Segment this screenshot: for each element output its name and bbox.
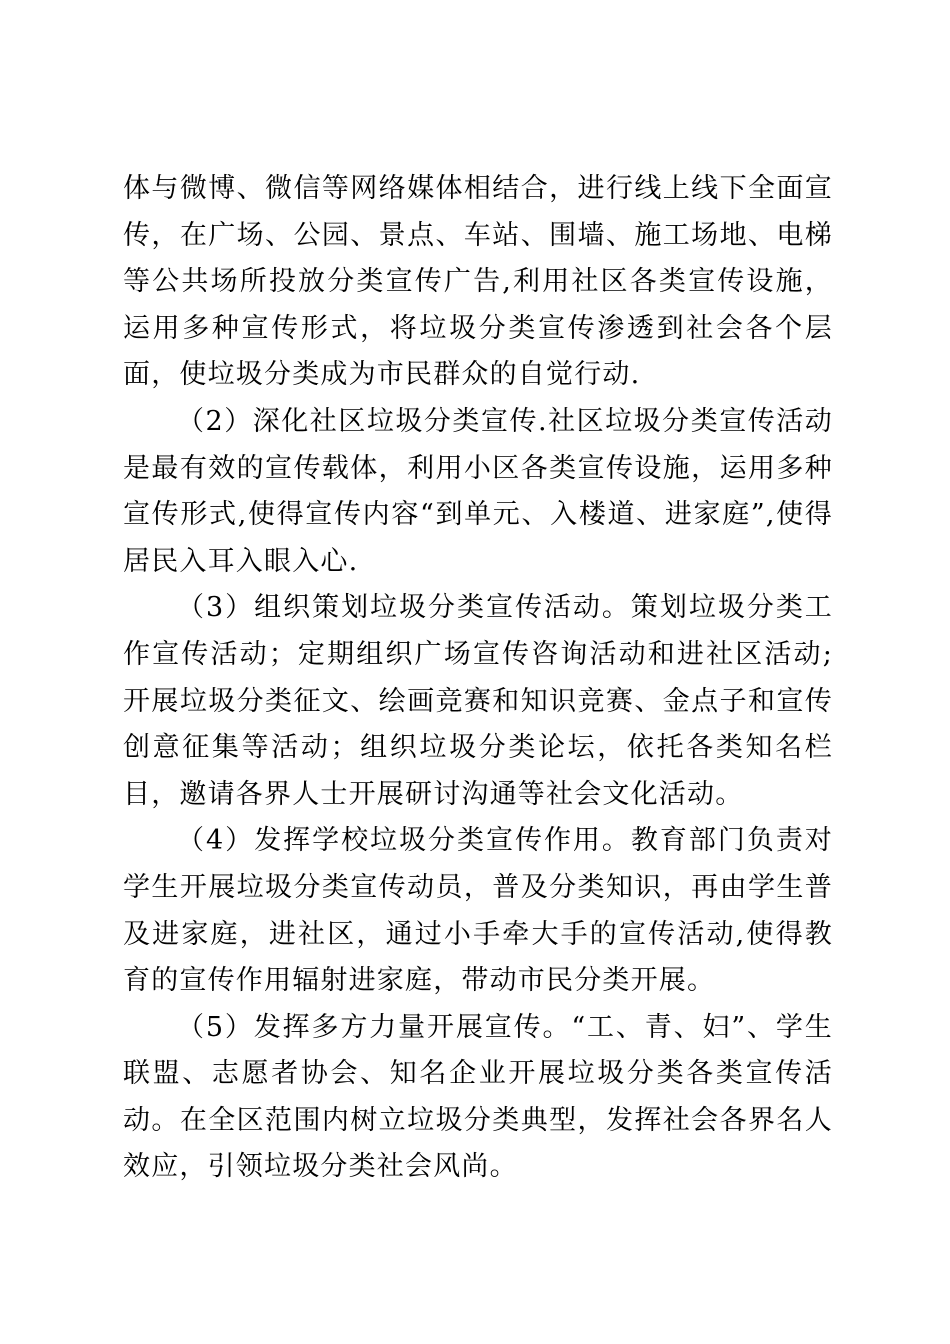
paragraph-continuation: 体与微博、微信等网络媒体相结合，进行线上线下全面宣传，在广场、公园、景点、车站、围墙、施工场地、电梯等公共场所投放分类宣传广告,利用社区各类宣传设施，运用多种宣传形式，将垃圾分类宣传渗透到社会各个层面，使垃圾分类成为市民群众的自觉行动. (123, 173, 833, 391)
paragraph-5-forces: （5）发挥多方力量开展宣传。“工、青、妇”、学生联盟、志愿者协会、知名企业开展垃圾分类各类宣传活动。在全区范围内树立垃圾分类典型，发挥社会各界名人效应，引领垃圾分类社会风尚。 (123, 1011, 833, 1183)
body-text (123, 166, 833, 1191)
paragraph-4-school: （4）发挥学校垃圾分类宣传作用。教育部门负责对学生开展垃圾分类宣传动员，普及分类知识，再由学生普及进家庭，进社区，通过小手牵大手的宣传活动,使得教育的宣传作用辐射进家庭，带动市民分类开展。 (123, 825, 833, 997)
paragraph-2-community: （2）深化社区垃圾分类宣传.社区垃圾分类宣传活动是最有效的宣传载体，利用小区各类宣传设施，运用多种宣传形式,使得宣传内容“到单元、入楼道、进家庭”,使得居民入耳入眼入心. (123, 405, 833, 577)
paragraph-3-activities: （3）组织策划垃圾分类宣传活动。策划垃圾分类工作宣传活动；定期组织广场宣传咨询活动和进社区活动;开展垃圾分类征文、绘画竞赛和知识竞赛、金点子和宣传创意征集等活动；组织垃圾分类论坛，依托各类知名栏目，邀请各界人士开展研讨沟通等社会文化活动。 (123, 592, 833, 810)
